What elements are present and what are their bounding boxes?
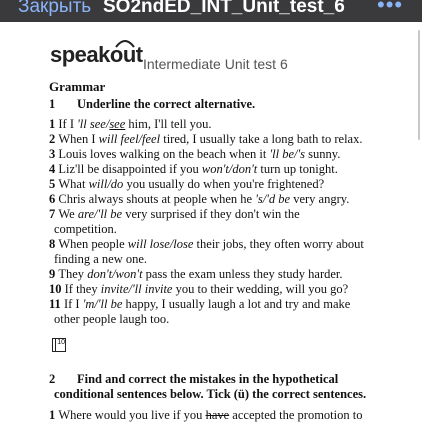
task-instruction-line-2: conditional sentences below. Tick (ü) the correct sentences. [54, 387, 367, 401]
item-number: 7 [49, 207, 59, 221]
document-title: SO2ndED_INT_Unit_test_6 [103, 0, 345, 17]
item-alternative: will lose/lose [127, 237, 194, 251]
item-text: If they [64, 282, 101, 296]
item-text: him, I'll tell you. [125, 117, 212, 131]
item-text: When I [58, 132, 99, 146]
item-text: When people [58, 237, 128, 251]
item-text: accepted the promotion to [229, 408, 363, 422]
item-text: tired, I usually take a long bath to relax. [160, 132, 363, 146]
scrollbar[interactable] [418, 30, 420, 140]
item-text: If I [58, 117, 78, 131]
exercise-item [49, 117, 379, 132]
item-continuation: finding a new one. [54, 252, 148, 266]
item-number: 6 [49, 192, 59, 206]
close-button[interactable]: Закрыть [18, 0, 92, 17]
item-underlined-answer: see [109, 117, 126, 131]
item-number: 1 [49, 117, 59, 131]
item-number: 2 [49, 132, 59, 146]
item-alternative: won't/don't [201, 162, 258, 176]
item-text: you to their wedding, will you go? [172, 282, 349, 296]
item-text: happy, I usually laugh a lot and try and make [122, 297, 351, 311]
task-instruction-line-1: Find and correct the mistakes in the hypothetical [77, 372, 339, 386]
task-1-heading [49, 97, 255, 112]
item-number: 10 [49, 282, 65, 296]
item-number: 8 [49, 237, 59, 251]
item-text: Liz'll be disappointed if you [58, 162, 202, 176]
logo-text-out: out [109, 42, 143, 67]
item-alternative: are/'ll be [77, 207, 123, 221]
exercise-item [49, 192, 379, 207]
score-box [52, 338, 66, 352]
title-bar [0, 0, 422, 22]
exercise-item [49, 267, 379, 282]
item-text: They [58, 267, 88, 281]
item-continuation: competition. [54, 222, 117, 236]
more-options-button[interactable]: ••• [377, 0, 404, 17]
item-text: If I [63, 297, 83, 311]
exercise-item [49, 147, 379, 162]
task-2-heading-cont [54, 387, 366, 402]
item-text: turn up tonight. [257, 162, 338, 176]
item-struck-word: have [205, 408, 230, 422]
exercise-item [49, 177, 379, 192]
item-alternative: don't/won't [87, 267, 143, 281]
item-text: We [58, 207, 78, 221]
exercise-item [49, 297, 379, 327]
score-total: 10 [57, 339, 65, 346]
item-text: very angry. [290, 192, 350, 206]
item-alternative: 's/'d be [255, 192, 291, 206]
exercise-item [49, 162, 379, 177]
item-text: Louis loves walking on the beach when it [58, 147, 270, 161]
item-number: 5 [49, 177, 59, 191]
item-alternative: 'll be/'s [269, 147, 306, 161]
item-number: 11 [49, 297, 64, 311]
logo-text-speak: speak [50, 42, 110, 67]
exercise-item [49, 282, 379, 297]
item-number: 1 [49, 408, 59, 422]
item-text: you usually do when you're frightened? [123, 177, 325, 191]
item-alternative: invite/'ll invite [100, 282, 173, 296]
exercise-item [49, 132, 379, 147]
item-alternative: 'll see/ [77, 117, 110, 131]
test-subtitle: Intermediate Unit test 6 [143, 56, 288, 72]
exercise-item [49, 237, 379, 267]
exercise-item [49, 408, 409, 423]
item-text: sunny. [305, 147, 341, 161]
speakout-logo [50, 42, 143, 68]
task-instruction: Underline the correct alternative. [77, 97, 256, 111]
item-text: What [58, 177, 89, 191]
item-alternative: 'm/'ll be [82, 297, 123, 311]
item-text: very surprised if they don't win the [122, 207, 300, 221]
item-continuation: other people laugh too. [54, 312, 170, 326]
exercise-item [49, 207, 379, 237]
logo-arc-icon [114, 38, 136, 48]
item-text: their jobs, they often worry about [193, 237, 364, 251]
task-number: 1 [49, 97, 56, 111]
item-number: 4 [49, 162, 59, 176]
item-text: pass the exam unless they study harder. [142, 267, 343, 281]
task-2-heading [49, 372, 338, 387]
item-number: 3 [49, 147, 59, 161]
section-heading-grammar: Grammar [49, 79, 106, 94]
task-number: 2 [49, 372, 56, 386]
item-number: 9 [49, 267, 59, 281]
item-alternative: will feel/feel [98, 132, 161, 146]
item-alternative: will/do [88, 177, 124, 191]
item-text: Where would you live if you [58, 408, 206, 422]
item-text: Chris always shouts at people when he [58, 192, 256, 206]
